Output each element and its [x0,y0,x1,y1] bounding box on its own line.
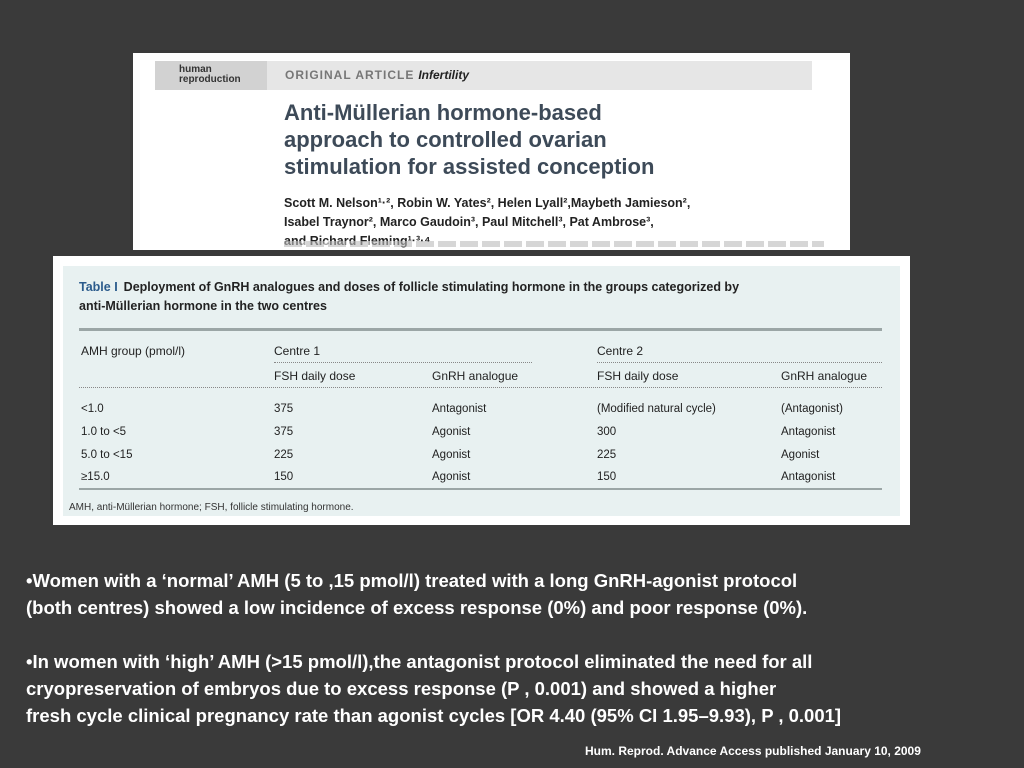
title-line: Anti-Müllerian hormone-based [284,100,602,125]
table-cell-c2-gnrh: Agonist [781,449,820,461]
table-body [63,266,900,516]
table-cell-c1-gnrh: Antagonist [432,403,487,415]
header-centre-2: Centre 2 [597,344,644,358]
table-label: Table I [79,280,118,294]
table-cell-group: <1.0 [81,403,104,415]
author-line: Isabel Traynor², Marco Gaudoin³, Paul Mitchell³, Pat Ambrose³, [284,215,654,229]
table-cell-c2-fsh: 225 [597,449,617,461]
journal-bar [155,61,812,90]
article-section [285,68,469,82]
article-title [284,99,844,180]
table-image [53,256,910,525]
table-bottom-rule [79,488,882,490]
affiliation-cutoff [284,241,824,247]
bullet-line: •In women with ‘high’ AMH (>15 pmol/l),the antagonist protocol eliminated the need for all [26,651,813,672]
section-sub-label: Infertility [418,68,470,82]
table-cell-c1-fsh: 225 [274,449,294,461]
title-line: stimulation for assisted conception [284,154,655,179]
header-c1-fsh: FSH daily dose [274,369,356,383]
table-cell-c1-fsh: 150 [274,471,294,483]
table-cell-c2-fsh: 300 [597,426,617,438]
bullet-line: (both centres) showed a low incidence of excess response (0%) and poor response (0%). [26,597,808,618]
section-label: ORIGINAL ARTICLE [285,68,415,82]
journal-name-line2: reproduction [179,74,241,85]
header-divider [79,387,882,388]
table-cell-group: 1.0 to <5 [81,426,127,438]
bullet-line: fresh cycle clinical pregnancy rate than agonist cycles [OR 4.40 (95% CI 1.95–9.93), P , 0.001] [26,705,842,726]
table-cell-group: ≥15.0 [81,471,110,483]
table-cell-c2-gnrh: Antagonist [781,471,836,483]
caption-line: anti-Müllerian hormone in the two centres [79,299,327,313]
summary-bullets [26,567,1016,729]
caption-line: Deployment of GnRH analogues and doses of follicle stimulating hormone in the groups categorized by [123,280,740,294]
header-amh-group: AMH group (pmol/l) [81,344,186,358]
table-caption [79,278,879,316]
table-cell-c2-fsh: (Modified natural cycle) [597,403,716,415]
header-c2-fsh: FSH daily dose [597,369,679,383]
bullet-line: •Women with a ‘normal’ AMH (5 to ,15 pmol/l) treated with a long GnRH-agonist protocol [26,570,798,591]
table-footnote: AMH, anti-Müllerian hormone; FSH, follicle stimulating hormone. [69,502,354,513]
table-top-rule [79,328,882,331]
table-cell-c1-fsh: 375 [274,426,294,438]
header-c1-gnrh: GnRH analogue [432,369,519,383]
table-cell-c2-gnrh: Antagonist [781,426,836,438]
article-header-image [133,53,850,250]
journal-name-line1: human [179,64,212,75]
title-line: approach to controlled ovarian [284,127,607,152]
bullet-point-2 [26,648,1016,729]
table-cell-c1-gnrh: Agonist [432,426,471,438]
table-cell-c1-gnrh: Agonist [432,471,471,483]
centre-2-divider [597,362,882,363]
centre-1-divider [274,362,532,363]
bullet-line: cryopreservation of embryos due to excess response (P , 0.001) and showed a higher [26,678,777,699]
table-cell-group: 5.0 to <15 [81,449,133,461]
table-cell-c1-fsh: 375 [274,403,294,415]
author-line: Scott M. Nelson¹·², Robin W. Yates², Helen Lyall²,Maybeth Jamieson², [284,196,691,210]
citation: Hum. Reprod. Advance Access published January 10, 2009 [585,744,921,758]
table-cell-c1-gnrh: Agonist [432,449,471,461]
header-c2-gnrh: GnRH analogue [781,369,868,383]
table-cell-c2-fsh: 150 [597,471,617,483]
journal-logo [155,61,267,90]
table-cell-c2-gnrh: (Antagonist) [781,403,844,415]
bullet-point-1 [26,567,1016,621]
header-centre-1: Centre 1 [274,344,321,358]
